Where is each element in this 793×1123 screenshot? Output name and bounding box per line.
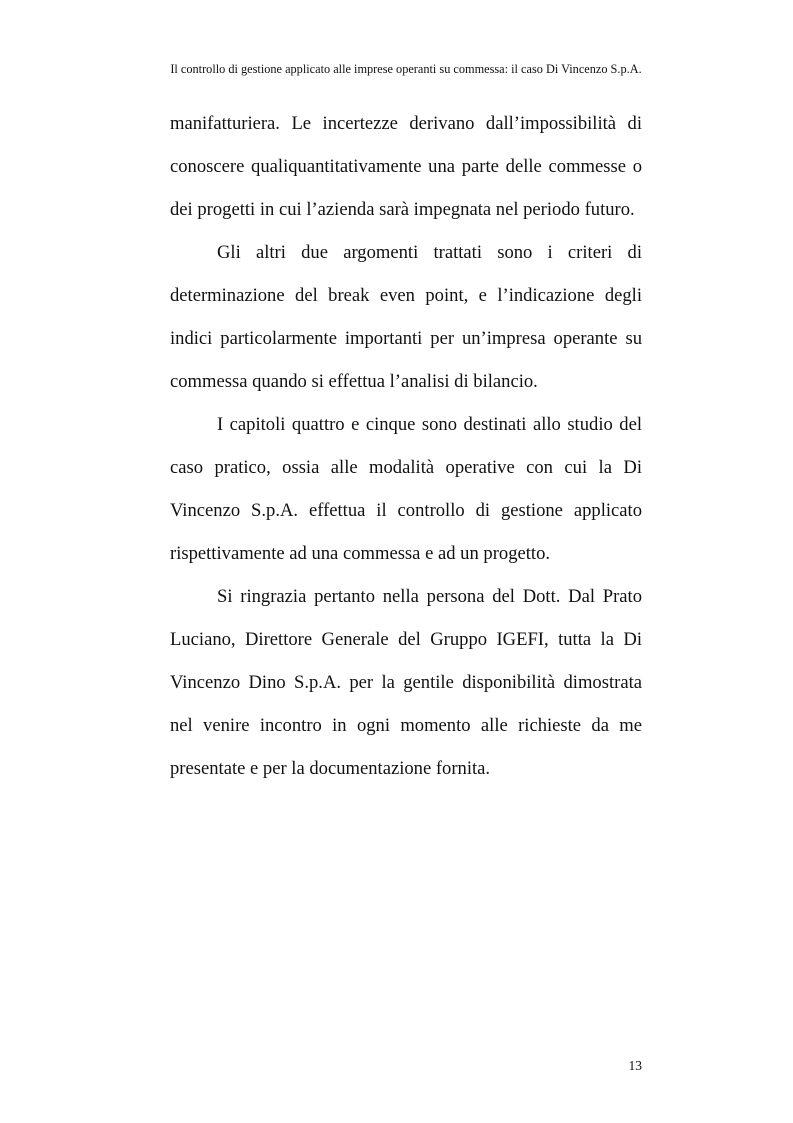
body-text [170, 102, 642, 790]
paragraph-acknowledgements: Si ringrazia pertanto nella persona del Dott. Dal Prato Luciano, Direttore Generale del Gruppo IGEFI, tutta la Di Vincenzo Dino S.p.A. per la gentile disponibilità dimostrata nel venire incontro in ogni momento alle richieste da me presentate e per la documentazione fornita. [170, 586, 642, 779]
paragraph-arguments: Gli altri due argomenti trattati sono i criteri di determinazione del break even point, e l’indicazione degli indici particolarmente importanti per un’impresa operante su commessa quando si effettua l’analisi di bilancio. [170, 242, 642, 392]
page-number: 13 [628, 1058, 642, 1073]
paragraph-continuation: manifatturiera. Le incertezze derivano dall’impossibilità di conoscere qualiquantitativamente una parte delle commesse o dei progetti in cui l’azienda sarà impegnata nel periodo futuro. [170, 113, 642, 220]
running-header: Il controllo di gestione applicato alle imprese operanti su commessa: il caso Di Vincenzo S.p.A. [170, 62, 642, 76]
paragraph-chapters: I capitoli quattro e cinque sono destinati allo studio del caso pratico, ossia alle modalità operative con cui la Di Vincenzo S.p.A. effettua il controllo di gestione applicato rispettivamente ad una commessa e ad un progetto. [170, 414, 642, 564]
